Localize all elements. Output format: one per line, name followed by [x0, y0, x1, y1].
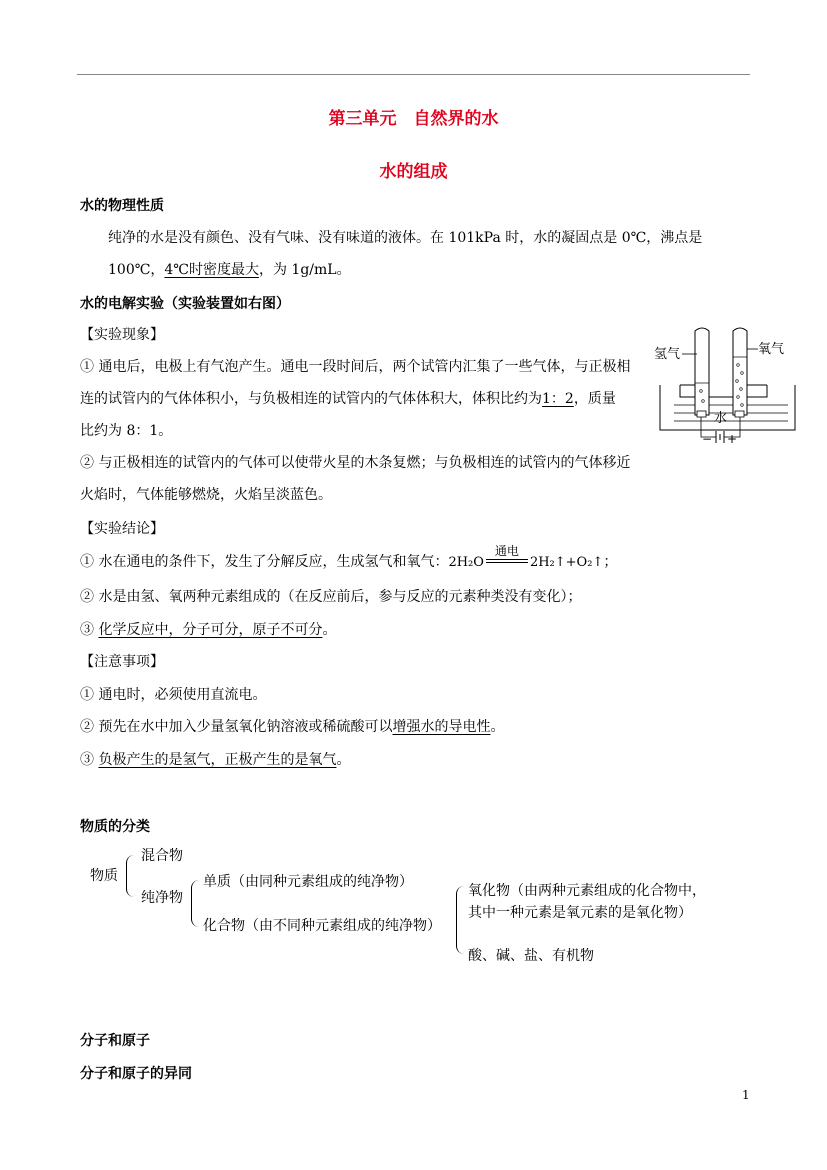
- plus-sign: +: [727, 432, 738, 446]
- density-highlight: 4℃时密度最大: [164, 262, 259, 278]
- conclusion-2: ② 水是由氢、氧两种元素组成的（在反应前后，参与反应的元素种类没有变化）；: [80, 589, 582, 605]
- compound-label: 化合物（由不同种元素组成的纯净物）: [203, 918, 441, 934]
- electrolysis-apparatus-figure: [650, 325, 800, 455]
- note-1: ① 通电时，必须使用直流电。: [80, 687, 267, 703]
- equation-left: 2H₂O: [448, 555, 484, 570]
- equation-right: 2H₂↑+O₂↑: [529, 555, 604, 570]
- volume-ratio: 1：2: [542, 391, 574, 407]
- hydrogen-label: 氢气: [654, 347, 681, 362]
- unit-title: 第三单元 自然界的水: [328, 109, 499, 129]
- minus-sign: −: [702, 432, 713, 446]
- phenomenon-1-line-1: ① 通电后，电极上有气泡产生。通电一段时间后，两个试管内汇集了一些气体，与正极相: [80, 359, 631, 375]
- note-2: ② 预先在水中加入少量氢氧化钠溶液或稀硫酸可以增强水的导电性。: [80, 719, 505, 735]
- mixture-label: 混合物: [141, 848, 183, 864]
- element-label: 单质（由同种元素组成的纯净物）: [203, 874, 413, 890]
- equation-condition-arrow: [484, 544, 530, 569]
- oxygen-label: 氧气: [758, 342, 785, 357]
- conclusion-3: ③ 化学反应中，分子可分，原子不可分。: [80, 622, 337, 638]
- phenomenon-2-line-2: 火焰时，气体能够燃烧，火焰呈淡蓝色。: [80, 487, 332, 503]
- water-label: 水: [714, 411, 728, 426]
- oxide-line-2: 其中一种元素是氧元素的是氧化物）: [468, 905, 692, 921]
- compound-brace: [456, 886, 465, 954]
- phenomena-heading: 【实验现象】: [80, 327, 164, 343]
- matter-label: 物质: [90, 868, 118, 884]
- physical-line-2: 100℃，4℃时密度最大，为 1g/mL。: [108, 262, 351, 278]
- note-3: ③ 负极产生的是氢气，正极产生的是氧气。: [80, 752, 351, 768]
- section-title: 水的组成: [379, 162, 448, 182]
- pure-brace: [191, 880, 200, 927]
- phenomenon-2-line-1: ② 与正极相连的试管内的气体可以使带火星的木条复燃；与负极相连的试管内的气体移近: [80, 455, 631, 471]
- phenomenon-1-line-3: 比约为 8：1。: [80, 423, 173, 439]
- conclusion-heading: 【实验结论】: [80, 521, 164, 537]
- phenomenon-1-line-2: 连的试管内的气体体积小，与负极相连的试管内的气体体积大，体积比约为1：2，质量: [80, 391, 616, 407]
- classification-heading: 物质的分类: [80, 819, 150, 835]
- pure-substance-label: 纯净物: [141, 890, 183, 906]
- physical-heading: 水的物理性质: [80, 198, 164, 214]
- notes-heading: 【注意事项】: [80, 654, 164, 670]
- equation-condition: 通电: [494, 544, 519, 558]
- oxide-line-1: 氧化物（由两种元素组成的化合物中，: [468, 883, 706, 899]
- molecules-heading: 分子和原子: [80, 1033, 150, 1049]
- electrolysis-heading: 水的电解实验（实验装置如右图）: [80, 296, 290, 312]
- physical-line-1: 纯净的水是没有颜色、没有气味、没有味道的液体。在 101kPa 时，水的凝固点是 0℃，沸点是: [108, 230, 703, 246]
- molecules-subheading: 分子和原子的异同: [80, 1066, 192, 1082]
- page-number: 1: [742, 1088, 750, 1102]
- matter-brace: [126, 855, 135, 897]
- other-compounds: 酸、碱、盐、有机物: [468, 948, 594, 964]
- header-rule: [77, 74, 750, 75]
- conclusion-1: ① 水在通电的条件下，发生了分解反应，生成氢气和氧气：2H₂O 通电 2H₂↑+O₂↑；: [80, 552, 617, 573]
